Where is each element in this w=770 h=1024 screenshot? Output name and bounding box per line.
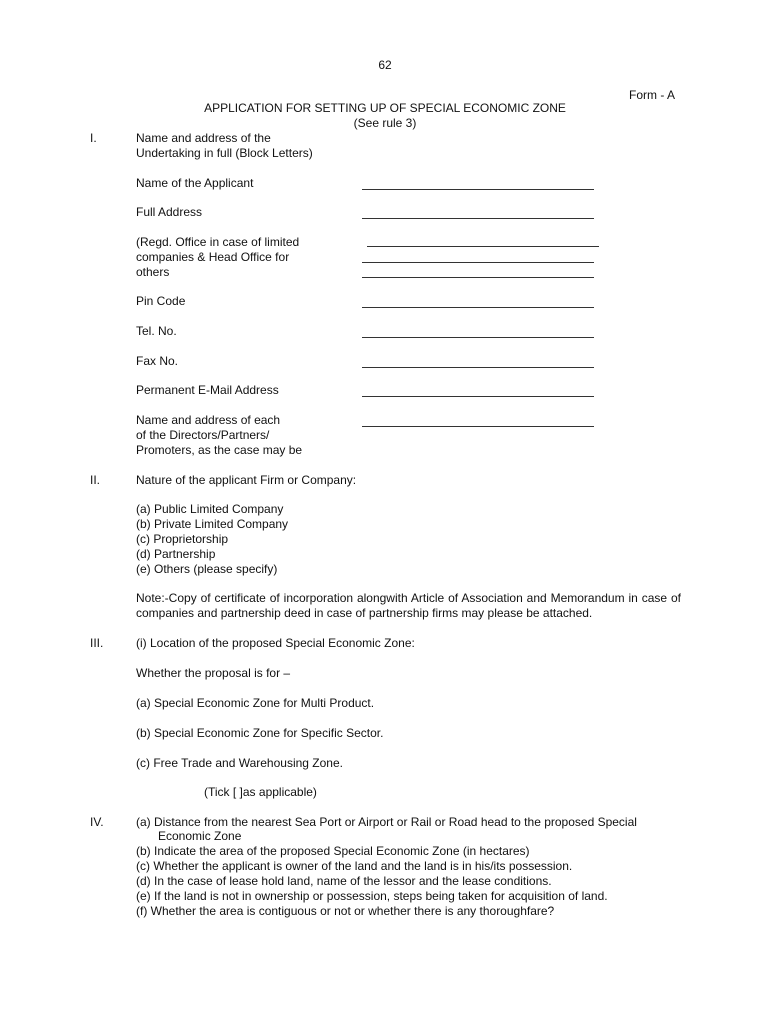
- section-3-numeral: III.: [90, 636, 104, 650]
- section-1-heading-line2: Undertaking in full (Block Letters): [136, 146, 313, 160]
- fax-no-label: Fax No.: [136, 354, 179, 368]
- item-e: (e) If the land is not in ownership or possession, steps being taken for acquisition of land.: [136, 889, 608, 903]
- regd-office-label-line2: companies & Head Office for: [136, 250, 290, 264]
- full-address-field[interactable]: [362, 218, 594, 219]
- email-field[interactable]: [362, 396, 594, 397]
- section-1-heading-line1: Name and address of the: [136, 131, 271, 145]
- form-title: APPLICATION FOR SETTING UP OF SPECIAL ECONOMIC ZONE: [204, 101, 566, 115]
- option-public-limited[interactable]: (a) Public Limited Company: [136, 502, 284, 516]
- item-a-line2: Economic Zone: [158, 829, 242, 843]
- form-id: Form - A: [629, 88, 676, 102]
- pin-code-label: Pin Code: [136, 294, 186, 308]
- incorporation-note: Note:-Copy of certificate of incorporation alongwith Article of Association and Memorandum in case of companies and partnership deed in case of partnership firms may please be attached.: [136, 591, 681, 620]
- regd-office-label-line1: (Regd. Office in case of limited: [136, 235, 300, 249]
- regd-office-field-3[interactable]: [362, 277, 594, 278]
- regd-office-label-line3: others: [136, 265, 170, 279]
- proposal-type-label: Whether the proposal is for –: [136, 666, 291, 680]
- section-2-numeral: II.: [90, 473, 101, 487]
- item-d: (d) In the case of lease hold land, name of the lessor and the lease conditions.: [136, 874, 552, 888]
- email-label: Permanent E-Mail Address: [136, 383, 279, 397]
- item-b: (b) Indicate the area of the proposed Special Economic Zone (in hectares): [136, 844, 530, 858]
- option-others[interactable]: (e) Others (please specify): [136, 562, 278, 576]
- option-proprietorship[interactable]: (c) Proprietorship: [136, 532, 229, 546]
- option-multi-product[interactable]: (a) Special Economic Zone for Multi Product.: [136, 696, 375, 710]
- regd-office-field-1[interactable]: [367, 246, 599, 247]
- tick-instruction: (Tick [ ]as applicable): [204, 785, 317, 799]
- item-f: (f) Whether the area is contiguous or not or whether there is any thoroughfare?: [136, 904, 555, 918]
- page-number: 62: [378, 58, 392, 72]
- section-2-heading: Nature of the applicant Firm or Company:: [136, 473, 357, 487]
- item-a-line1: (a) Distance from the nearest Sea Port or Airport or Rail or Road head to the proposed Special: [136, 815, 637, 829]
- option-specific-sector[interactable]: (b) Special Economic Zone for Specific Sector.: [136, 726, 384, 740]
- applicant-name-label: Name of the Applicant: [136, 176, 254, 190]
- item-c: (c) Whether the applicant is owner of the land and the land is in his/its possession.: [136, 859, 573, 873]
- option-private-limited[interactable]: (b) Private Limited Company: [136, 517, 289, 531]
- tel-no-field[interactable]: [362, 337, 594, 338]
- location-label: (i) Location of the proposed Special Economic Zone:: [136, 636, 415, 650]
- tel-no-label: Tel. No.: [136, 324, 177, 338]
- option-free-trade[interactable]: (c) Free Trade and Warehousing Zone.: [136, 756, 343, 770]
- fax-no-field[interactable]: [362, 367, 594, 368]
- directors-label-line1: Name and address of each: [136, 413, 281, 427]
- pin-code-field[interactable]: [362, 307, 594, 308]
- form-subtitle: (See rule 3): [353, 116, 417, 130]
- applicant-name-field[interactable]: [362, 189, 594, 190]
- full-address-label: Full Address: [136, 205, 203, 219]
- section-1-numeral: I.: [90, 131, 97, 145]
- directors-field[interactable]: [362, 426, 594, 427]
- regd-office-field-2[interactable]: [362, 262, 594, 263]
- directors-label-line2: of the Directors/Partners/: [136, 428, 270, 442]
- option-partnership[interactable]: (d) Partnership: [136, 547, 216, 561]
- section-4-numeral: IV.: [90, 815, 104, 829]
- directors-label-line3: Promoters, as the case may be: [136, 443, 303, 457]
